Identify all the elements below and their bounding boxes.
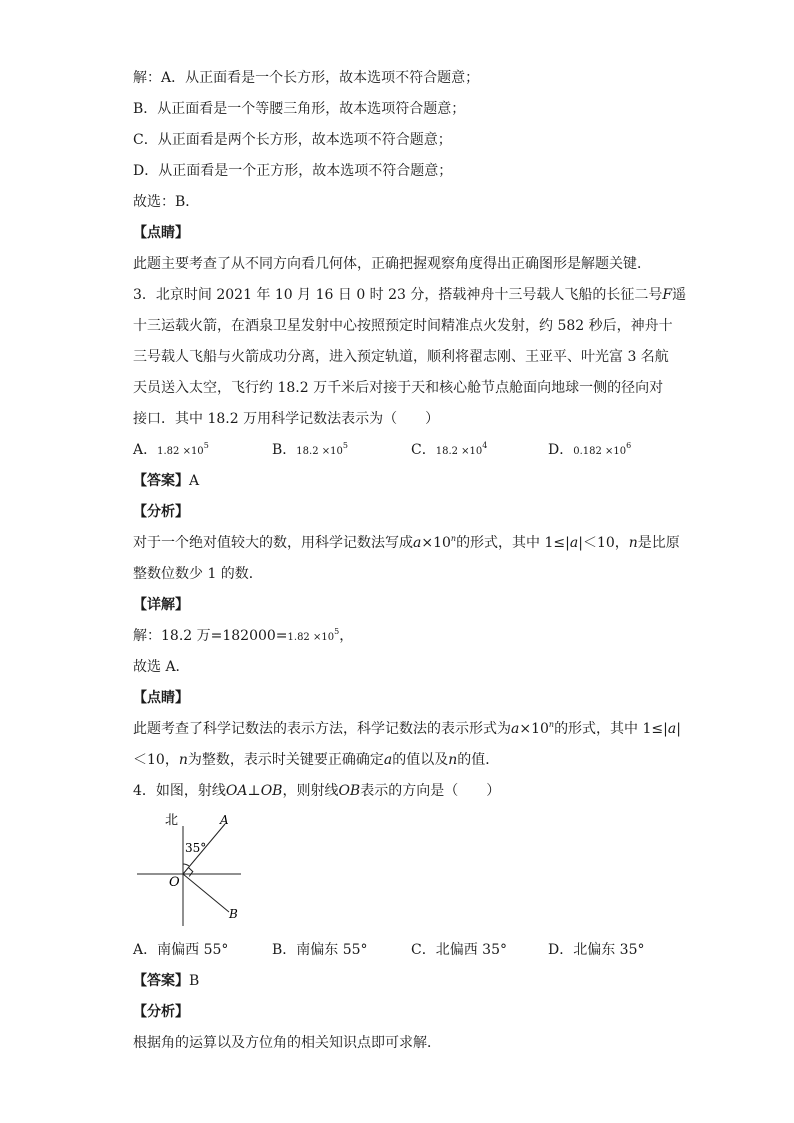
q3-stem-f: F	[662, 287, 673, 303]
q4-option-c-label: C．	[411, 942, 436, 958]
q3-option-c	[411, 440, 487, 462]
q3-comment-tag: 【点睛】	[133, 690, 189, 706]
q4-option-d-label: D．	[548, 942, 574, 958]
q3-option-a	[133, 440, 209, 462]
q4-option-d-text: 北偏东 35°	[573, 942, 645, 958]
q3-analysis-var-a2: a	[569, 535, 579, 551]
q3-detail-tag: 【详解】	[133, 597, 189, 613]
q3-option-c-mantissa: 18.2 ×10	[435, 446, 483, 457]
q3-stem-line1-text: 3．北京时间 2021 年 10 月 16 日 0 时 23 分，搭载神舟十三号载人飞船的长征二号	[133, 287, 663, 303]
q2-solution-c: C．从正面看是两个长方形，故本选项不符合题意；	[133, 132, 452, 148]
q4-option-a-label: A．	[133, 942, 158, 958]
q3-detail-text: 解：18.2 万=182000=	[133, 628, 288, 644]
q4-answer-tag: 【答案】	[133, 973, 189, 989]
q3-stem-line1-end: 遥	[672, 287, 687, 303]
q3-stem-line1	[133, 285, 686, 305]
q3-answer	[133, 471, 199, 491]
q4-stem	[133, 781, 500, 801]
q3-option-d-mantissa: 0.182 ×10	[573, 446, 627, 457]
q3-comment2-var-n: n	[178, 752, 188, 768]
q4-option-c	[411, 940, 507, 960]
q3-option-b-exponent: 5	[342, 441, 348, 450]
q4-option-a	[133, 940, 228, 960]
q3-analysis-mid: 的形式，其中 1≤|	[456, 535, 570, 551]
q3-analysis-var-n2: n	[628, 535, 638, 551]
q3-comment2-var-n2: n	[448, 752, 458, 768]
q3-comment-text: 此题考查了科学记数法的表示方法，科学记数法的表示形式为	[133, 721, 511, 737]
q4-stem-perp: ⊥	[247, 783, 261, 799]
q3-comment2-var-a: a	[383, 752, 393, 768]
q3-option-a-exponent: 5	[203, 441, 209, 450]
q3-answer-tag: 【答案】	[133, 473, 189, 489]
q2-solution-d: D．从正面看是一个正方形，故本选项不符合题意；	[133, 163, 453, 179]
q3-comment2-mid2: 的值以及	[392, 752, 449, 768]
q3-comment-var-a: a	[511, 721, 520, 737]
q3-option-c-exponent: 4	[482, 441, 488, 450]
q3-comment2-mid: 为整数，表示时关键要正确确定	[187, 752, 384, 768]
q4-option-d	[548, 940, 645, 960]
q2-comment: 此题主要考查了从不同方向看几何体，正确把握观察角度得出正确图形是解题关键．	[133, 256, 651, 272]
q3-answer-value: A	[189, 473, 200, 489]
q4-option-b-label: B．	[272, 942, 297, 958]
north-label: 北	[165, 813, 179, 828]
q4-answer-value: B	[189, 973, 200, 989]
q2-solution-a: 解：A．从正面看是一个长方形，故本选项不符合题意；	[133, 70, 480, 86]
q2-comment-tag: 【点睛】	[133, 225, 189, 241]
q3-detail-comma: ，	[339, 628, 354, 644]
q3-option-a-mantissa: 1.82 ×10	[157, 446, 204, 457]
q3-analysis-post: |＜10，	[578, 535, 629, 551]
q3-comment-line1	[133, 719, 681, 739]
q3-option-d-exponent: 6	[626, 441, 632, 450]
q3-detail-mantissa: 1.82 ×10	[287, 632, 335, 643]
point-o-label: O	[169, 875, 180, 890]
q3-stem-line2: 十三运载火箭，在酒泉卫星发射中心按照预定时间精准点火发射，约 582 秒后，神舟十	[133, 318, 673, 334]
q3-analysis-var-a: a	[413, 535, 422, 551]
q4-stem-post: 表示的方向是（ ）	[360, 783, 501, 799]
angle-arc	[183, 864, 189, 866]
q3-comment-line2	[133, 750, 499, 770]
q3-comment-times: ×10	[519, 721, 549, 737]
q4-analysis: 根据角的运算以及方位角的相关知识点即可求解．	[133, 1035, 441, 1051]
q4-option-a-text: 南偏西 55°	[157, 942, 229, 958]
point-a-label: A	[220, 813, 229, 827]
q3-analysis-end: 是比原	[637, 535, 680, 551]
q4-stem-ob: OB	[260, 783, 283, 799]
q3-comment2-pre: ＜10，	[133, 752, 179, 768]
angle-label: 35°	[185, 841, 207, 855]
q4-analysis-tag: 【分析】	[133, 1004, 189, 1020]
q3-analysis-line1	[133, 533, 680, 553]
direction-diagram	[133, 808, 245, 926]
q4-answer	[133, 971, 199, 991]
q3-analysis-line2: 整数位数少 1 的数．	[133, 566, 263, 582]
q3-option-d	[548, 440, 631, 462]
q4-stem-pre: 4．如图，射线	[133, 783, 226, 799]
q3-comment-var-n: n	[548, 720, 555, 729]
q3-choose: 故选 A．	[133, 659, 190, 675]
q3-option-b	[272, 440, 348, 462]
q3-detail-line1	[133, 626, 353, 648]
q3-analysis-times: ×10	[421, 535, 451, 551]
q3-comment-var-a2: a	[667, 721, 677, 737]
q3-option-b-mantissa: 18.2 ×10	[296, 446, 343, 457]
q4-stem-oa: OA	[225, 783, 248, 799]
q3-option-b-label: B．	[272, 442, 297, 458]
q3-comment2-end: 的值．	[457, 752, 500, 768]
point-b-label: B	[229, 907, 238, 921]
q3-option-c-label: C．	[411, 442, 436, 458]
ray-ob	[183, 874, 229, 912]
q3-option-d-label: D．	[548, 442, 574, 458]
q3-detail-exponent: 5	[334, 627, 340, 636]
right-angle-mark	[189, 868, 193, 877]
q4-option-c-text: 北偏西 35°	[435, 942, 507, 958]
q3-analysis-tag: 【分析】	[133, 504, 189, 520]
q3-comment-end: |	[676, 721, 681, 737]
q4-stem-mid: ，则射线	[282, 783, 339, 799]
q4-option-b-text: 南偏东 55°	[296, 942, 368, 958]
q4-figure	[133, 808, 245, 926]
q2-choose: 故选：B．	[133, 194, 200, 210]
q3-stem-line3: 三号载人飞船与火箭成功分离，进入预定轨道，顺利将翟志刚、王亚平、叶光富 3 名航	[133, 349, 669, 365]
q4-stem-ob2: OB	[338, 783, 361, 799]
q3-analysis-text: 对于一个绝对值较大的数，用科学记数法写成	[133, 535, 413, 551]
q3-option-a-label: A．	[133, 442, 158, 458]
q3-comment-post: 的形式，其中 1≤|	[554, 721, 668, 737]
q3-stem-line5: 接口．其中 18.2 万用科学记数法表示为（ ）	[133, 411, 440, 427]
q3-analysis-var-n: n	[450, 534, 457, 543]
q3-stem-line4: 天员送入太空，飞行约 18.2 万千米后对接于天和核心舱节点舱面向地球一侧的径向对	[133, 380, 664, 396]
q4-option-b	[272, 940, 368, 960]
q2-solution-b: B．从正面看是一个等腰三角形，故本选项符合题意；	[133, 101, 466, 117]
